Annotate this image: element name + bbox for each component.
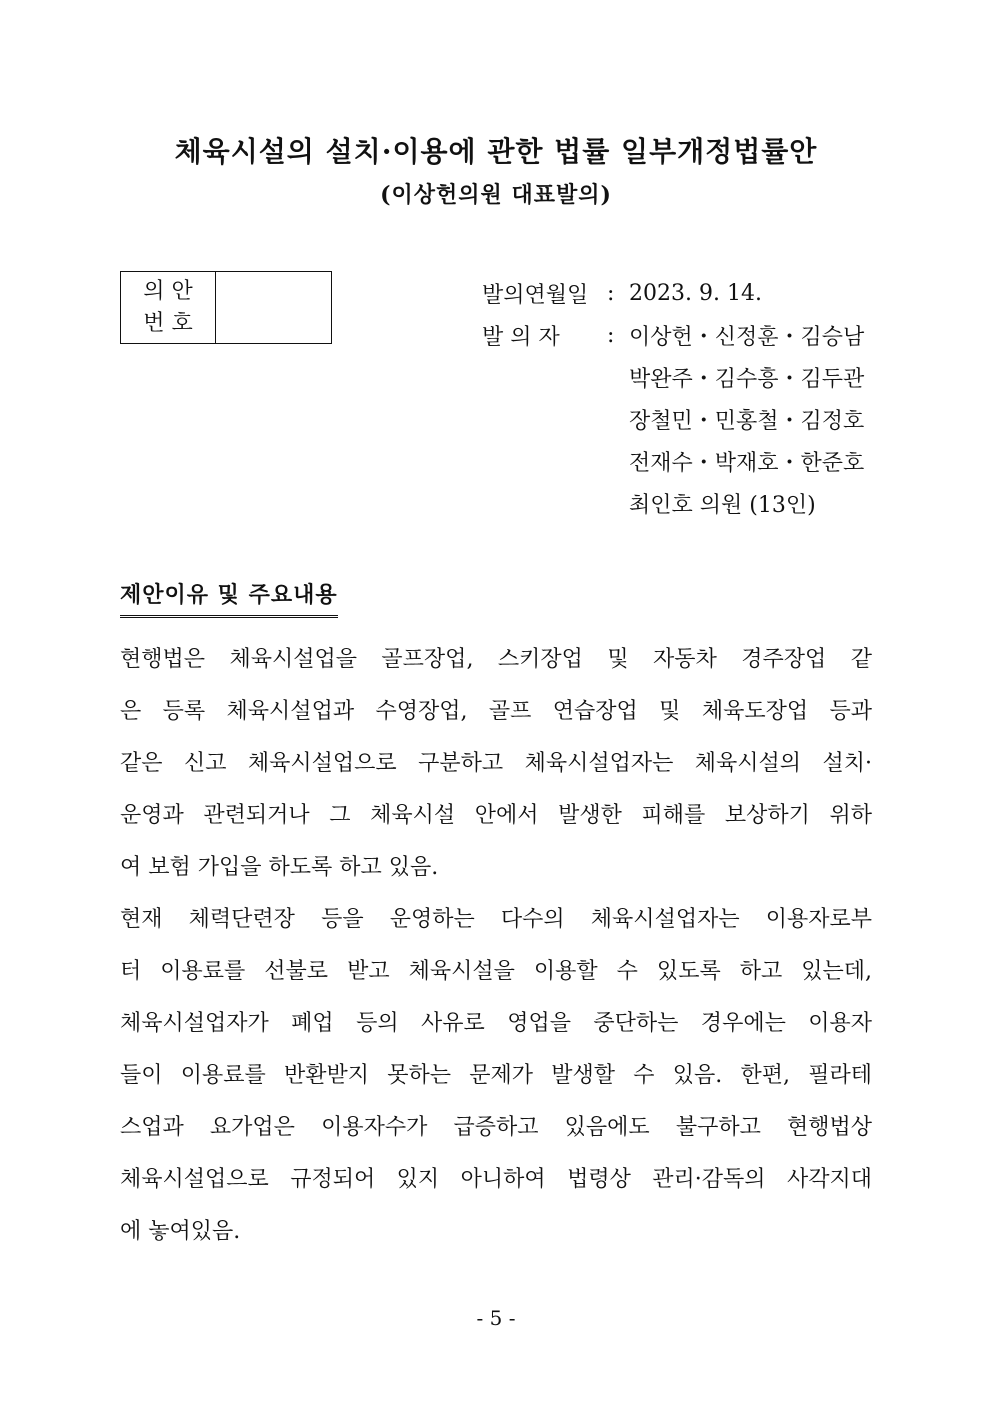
page-number: - 5 - — [476, 1306, 516, 1330]
text-line: 터 이용료를 선불로 받고 체육시설을 이용할 수 있도록 하고 있는데, — [120, 959, 872, 984]
text-line: 현행법은 체육시설업을 골프장업, 스키장업 및 자동차 경주장업 같 — [120, 647, 872, 672]
text-line: 은 등록 체육시설업과 수영장업, 골프 연습장업 및 체육도장업 등과 — [120, 699, 872, 724]
text-line: 여 보험 가입을 하도록 하고 있음. — [120, 855, 439, 880]
text-line: 현재 체력단련장 등을 운영하는 다수의 체육시설업자는 이용자로부 — [120, 907, 872, 932]
bill-number-label-line2: 번 호 — [143, 310, 193, 336]
date-separator: : — [607, 280, 615, 306]
bill-number-value — [216, 272, 331, 343]
bill-meta — [482, 272, 864, 524]
proposer-label: 발 의 자 — [482, 324, 560, 350]
text-line: 체육시설업자가 폐업 등의 사유로 영업을 중단하는 경우에는 이용자 — [120, 1011, 872, 1036]
document-subtitle: (이상헌의원 대표발의) — [380, 182, 612, 208]
bill-number-label — [121, 272, 216, 343]
proposer-line: 이상헌・신정훈・김승남 — [629, 324, 865, 350]
proposer-row — [482, 314, 864, 356]
date-value: 2023. 9. 14. — [629, 280, 762, 306]
document-title: 체육시설의 설치·이용에 관한 법률 일부개정법률안 — [174, 135, 818, 168]
section-heading: 제안이유 및 주요내용 — [120, 578, 338, 618]
proposer-line: 전재수・박재호・한준호 — [629, 450, 865, 476]
text-line: 들이 이용료를 반환받지 못하는 문제가 발생할 수 있음. 한편, 필라테 — [120, 1063, 872, 1088]
paragraph — [120, 634, 872, 894]
text-line: 같은 신고 체육시설업으로 구분하고 체육시설업자는 체육시설의 설치· — [120, 751, 872, 776]
bill-number-label-line1: 의 안 — [143, 278, 193, 304]
proposer-separator: : — [607, 322, 615, 348]
proposer-line: 장철민・민홍철・김정호 — [629, 408, 865, 434]
text-line: 체육시설업으로 규정되어 있지 아니하여 법령상 관리·감독의 사각지대 — [120, 1167, 872, 1192]
text-line: 운영과 관련되거나 그 체육시설 안에서 발생한 피해를 보상하기 위하 — [120, 803, 872, 828]
paragraph — [120, 894, 872, 1258]
bill-number-box — [120, 271, 332, 344]
date-label: 발의연월일 — [482, 282, 589, 308]
text-line: 스업과 요가업은 이용자수가 급증하고 있음에도 불구하고 현행법상 — [120, 1115, 872, 1140]
proposer-line: 박완주・김수흥・김두관 — [629, 366, 865, 392]
proposer-line: 최인호 의원 (13인) — [629, 492, 816, 518]
date-row — [482, 272, 864, 314]
text-line: 에 놓여있음. — [120, 1219, 241, 1244]
body-text — [120, 634, 872, 1258]
